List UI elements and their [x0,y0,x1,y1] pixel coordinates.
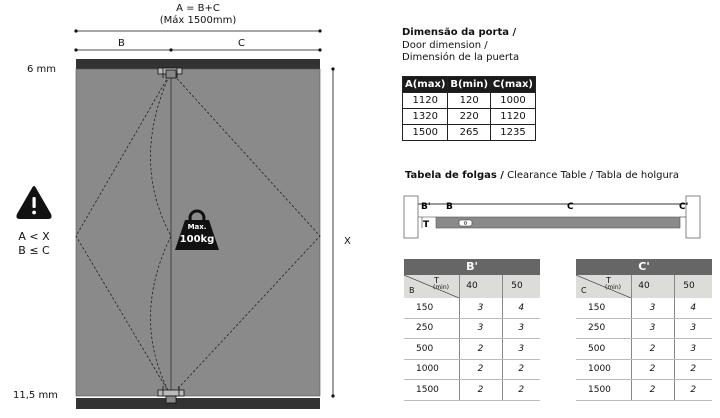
dimension-line-a [74,29,321,32]
clearance-table-c [576,259,712,401]
table-row: 250 3 3 [576,318,712,339]
table-row: 1500 2 2 [404,380,540,401]
col-c-max: C(max) [490,77,535,93]
clearance-title: Tabela de folgas / Clearance Table / Tabla de holgura [405,170,680,181]
dimension-line-bc [74,48,321,51]
formula-a: A = B+C [176,3,220,14]
formula-max: (Máx 1500mm) [159,15,237,26]
label-c: C [238,38,245,49]
bottom-rail [76,398,320,409]
weight-label-max: Max. [187,223,207,231]
dimension-table [402,76,536,141]
dimension-subtitle-en: Door dimension / [402,40,488,51]
top-gap-label: 6 mm [27,64,57,75]
label-c-prime: C' [679,202,689,212]
table-b-header: B' [404,259,540,275]
table-row: 1320 220 1120 [403,109,536,125]
label-c-small: C [567,202,574,212]
table-row: 150 3 4 [404,298,540,318]
label-b-prime: B' [421,202,431,212]
label-t: T [423,220,430,230]
table-row: 250 3 3 [404,318,540,339]
label-b-small: B [446,202,453,212]
table-row: 1000 2 2 [576,359,712,380]
clearance-table-b [404,259,540,401]
table-b-subheader: T (min) B 40 50 [404,275,540,298]
col-a-max: A(max) [403,77,448,93]
table-row: 1500 265 1235 [403,125,536,141]
table-c-body [576,298,712,401]
table-row: 150 3 4 [576,298,712,318]
table-b-body [404,298,540,401]
dimension-line-x [331,67,334,397]
rule-a-x: A < X [18,230,50,243]
label-x: X [344,236,351,247]
dimension-subtitle-es: Dimensión de la puerta [402,52,520,63]
clearance-diagram [402,190,702,242]
table-row: 500 2 3 [576,339,712,360]
weight-label-value: 100kg [179,234,215,245]
table-row: 1120 120 1000 [403,93,536,109]
table-row: 1000 2 2 [404,359,540,380]
table-c-subheader: T (min) C 40 50 [576,275,712,298]
warning-triangle-icon [16,186,51,219]
table-c-header: C' [576,259,712,275]
table-row: 1500 2 2 [576,380,712,401]
label-b: B [118,38,125,49]
col-b-min: B(min) [448,77,490,93]
top-rail [76,59,320,69]
rule-b-c: B ≤ C [18,244,50,257]
table-row: 500 2 3 [404,339,540,360]
bottom-gap-label: 11,5 mm [13,390,58,401]
dimension-title: Dimensão da porta / [402,27,517,38]
